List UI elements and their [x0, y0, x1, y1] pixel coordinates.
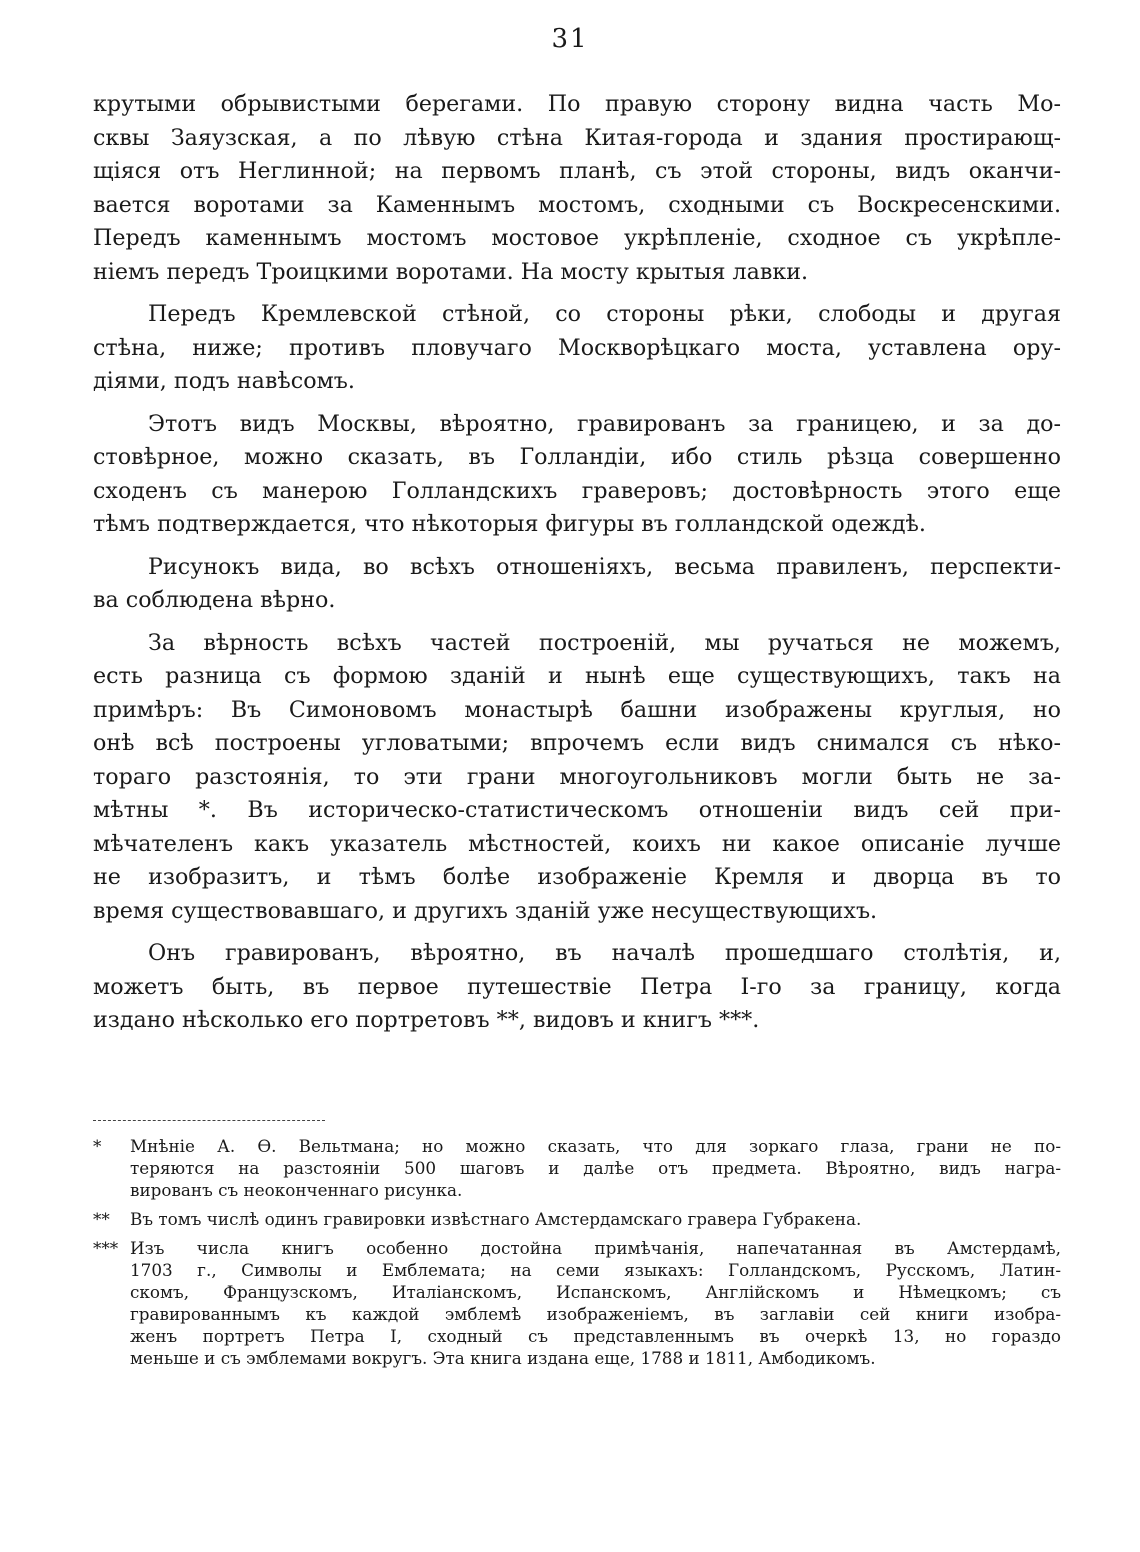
text-line: мѣчателенъ какъ указатель мѣстностей, коихъ ни какое описанiе лучше	[93, 830, 1061, 857]
footnote-text: женъ портретъ Петра I, сходный съ представленнымъ въ очеркѣ 13, но гораздо	[130, 1326, 1061, 1346]
text-line: мѣтны *. Въ историческо-статистическомъ отношенiи видъ сей при-	[93, 797, 1061, 823]
footnote-text: 1703 г., Символы и Емблемата; на семи языкахъ: Голландскомъ, Русскомъ, Латин-	[130, 1260, 1061, 1280]
paragraph	[93, 551, 1061, 618]
text-line: тѣмъ подтверждается, что нѣкоторыя фигуры въ голландской одеждѣ.	[93, 511, 926, 537]
footnote-text: теряются на разстоянiи 500 шаговъ и далѣе отъ предмета. Вѣроятно, видъ награ-	[130, 1158, 1061, 1178]
text-line: онѣ всѣ построены угловатыми; впрочемъ если видъ снимался съ нѣко-	[93, 730, 1061, 756]
paragraph	[93, 627, 1061, 929]
text-line: можетъ быть, въ первое путешествiе Петра I-го за границу, когда	[93, 973, 1061, 1000]
footnote-marker: ***	[93, 1238, 119, 1258]
text-line: сквы Заяузская, а по лѣвую стѣна Китая-города и здания простирающ-	[93, 124, 1061, 151]
footnote-text: скомъ, Французскомъ, Италiанскомъ, Испанскомъ, Англiйскомъ и Нѣмецкомъ; съ	[130, 1282, 1061, 1302]
text-line: не изобразитъ, и тѣмъ болѣе изображенiе Кремля и дворца въ то	[93, 864, 1061, 890]
text-line: Рисунокъ вида, во всѣхъ отношенiяхъ, весьма правиленъ, перспекти-	[148, 553, 1061, 580]
footnote-divider	[93, 1120, 325, 1121]
text-line: тораго разстоянiя, то эти грани многоугольниковъ могли быть не за-	[93, 763, 1061, 790]
footnote-text: гравированнымъ къ каждой эмблемѣ изображенiемъ, въ заглавiи сей книги изобра-	[130, 1304, 1061, 1324]
footnote-text: меньше и съ эмблемами вокругъ. Эта книга издана еще, 1788 и 1811, Амбодикомъ.	[130, 1348, 876, 1368]
footnote-text: вированъ съ неоконченнаго рисунка.	[130, 1180, 463, 1200]
paragraph	[93, 937, 1061, 1038]
body-text	[93, 88, 1061, 1038]
footnotes	[93, 1135, 1061, 1369]
text-line: ва соблюдена вѣрно.	[93, 587, 336, 613]
text-line: За вѣрность всѣхъ частей построенiй, мы ручаться не можемъ,	[148, 629, 1061, 656]
footnote	[93, 1208, 1061, 1230]
text-line: стовѣрное, можно сказать, въ Голландiи, ибо стиль рѣзца совершенно	[93, 444, 1061, 470]
footnote-text: Въ томъ числѣ одинъ гравировки извѣстнаго Амстердамскаго гравера Губракена.	[130, 1209, 862, 1229]
text-line: время существовавшаго, и другихъ зданiй уже несуществующихъ.	[93, 897, 878, 924]
page-number: 31	[551, 24, 589, 54]
text-line: щiяся отъ Неглинной; на первомъ планѣ, съ этой стороны, видъ оканчи-	[93, 158, 1061, 184]
footnote	[93, 1135, 1061, 1201]
text-line: Передъ каменнымъ мостомъ мостовое укрѣпленiе, сходное съ укрѣпле-	[93, 225, 1061, 251]
footnote-text: Изъ числа книгъ особенно достойна примѣчанiя, напечатанная въ Амстердамѣ,	[130, 1238, 1061, 1258]
text-line: сходенъ съ манерою Голландскихъ граверовъ; достовѣрность этого еще	[93, 477, 1061, 504]
paragraph	[93, 298, 1061, 399]
text-line: вается воротами за Каменнымъ мостомъ, сходными съ Воскресенскими.	[93, 191, 1061, 218]
text-line: Передъ Кремлевской стѣной, со стороны рѣки, слободы и другая	[148, 301, 1061, 327]
text-line: крутыми обрывистыми берегами. По правую сторону видна часть Мо-	[93, 91, 1061, 117]
footnote-marker: *	[93, 1136, 102, 1156]
paragraph	[93, 408, 1061, 542]
text-line: есть разница съ формою зданiй и нынѣ еще существующихъ, такъ на	[93, 663, 1061, 689]
text-line: дiями, подъ навѣсомъ.	[93, 368, 355, 394]
text-line: примѣръ: Въ Симоновомъ монастырѣ башни изображены круглыя, но	[93, 696, 1061, 723]
text-line: издано нѣсколько его портретовъ **, видовъ и книгъ ***.	[93, 1007, 760, 1033]
text-line: нiемъ передъ Троицкими воротами. На мосту крытыя лавки.	[93, 258, 809, 285]
footnote-marker: **	[93, 1209, 110, 1229]
footnote	[93, 1237, 1061, 1369]
text-line: Онъ гравированъ, вѣроятно, въ началѣ прошедшаго столѣтiя, и,	[148, 940, 1061, 966]
text-line: стѣна, ниже; противъ пловучаго Москворѣцкаго моста, уставлена ору-	[93, 334, 1061, 361]
text-line: Этотъ видъ Москвы, вѣроятно, гравированъ за границею, и за до-	[148, 410, 1061, 437]
paragraph	[93, 88, 1061, 289]
footnote-text: Мнѣнiе А. Ѳ. Вельтмана; но можно сказать, что для зоркаго глаза, грани не по-	[130, 1136, 1061, 1156]
